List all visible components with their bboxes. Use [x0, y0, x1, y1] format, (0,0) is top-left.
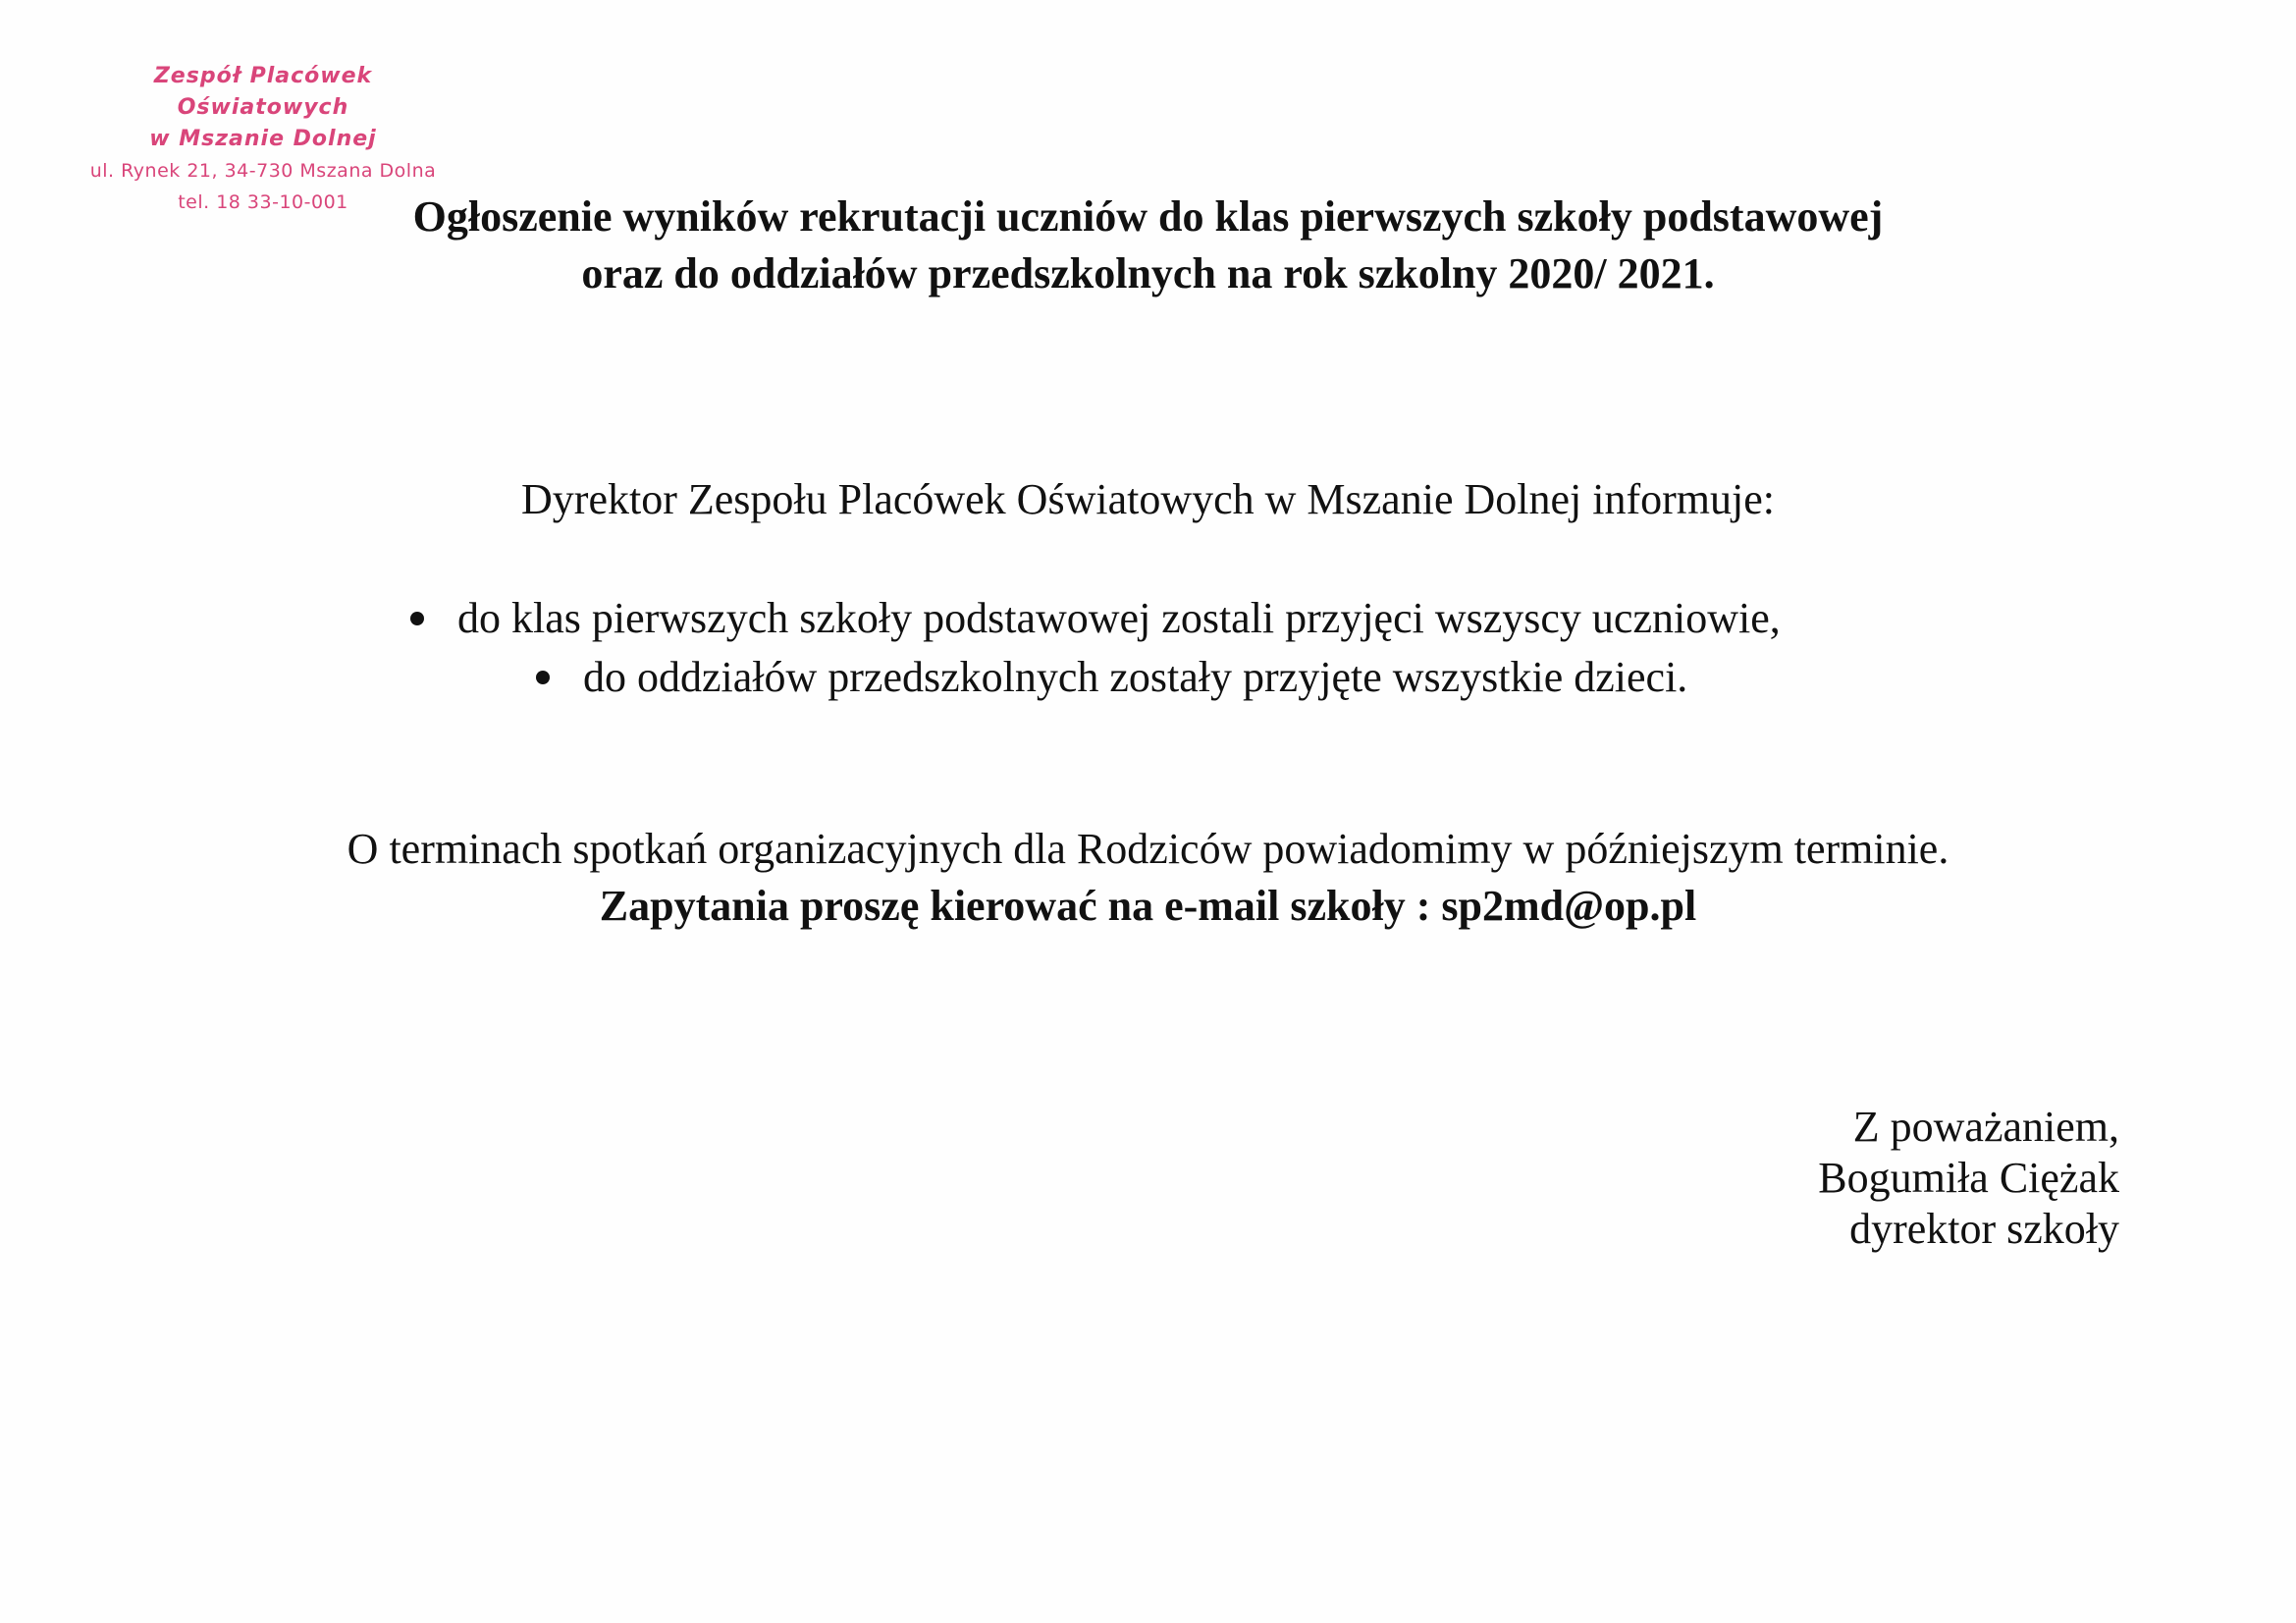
stamp-line-location: w Mszanie Dolnej — [149, 127, 377, 151]
intro-paragraph: Dyrektor Zespołu Placówek Oświatowych w Mszanie Dolnej informuje: — [521, 475, 1775, 523]
bullet-icon — [410, 612, 424, 625]
bullet-text: do oddziałów przedszkolnych zostały przyjęte wszystkie dzieci. — [583, 653, 1688, 701]
stamp-line-phone: tel. 18 33-10-001 — [178, 191, 348, 213]
signature-role: dyrektor szkoły — [1849, 1205, 2119, 1253]
signature-greeting: Z poważaniem, — [1852, 1103, 2119, 1151]
title-line-1: Ogłoszenie wyników rekrutacji uczniów do klas pierwszych szkoły podstawowej — [412, 192, 1884, 241]
announcement-title — [0, 189, 2296, 302]
signature-block — [1818, 1102, 2119, 1255]
title-line-2: oraz do oddziałów przedszkolnych na rok szkolny 2020/ 2021. — [581, 249, 1715, 298]
bullet-item-preschool — [536, 649, 1687, 706]
bullet-text: do klas pierwszych szkoły podstawowej zostali przyjęci wszyscy uczniowie, — [457, 594, 1781, 642]
stamp-line-address: ul. Rynek 21, 34-730 Mszana Dolna — [89, 160, 437, 182]
bullet-item-first-grade — [410, 590, 1781, 647]
meeting-note: O terminach spotkań organizacyjnych dla Rodziców powiadomimy w późniejszym terminie. — [347, 825, 1949, 873]
stamp-line-institution: Zespół Placówek Oświatowych — [153, 64, 373, 120]
contact-email-line: Zapytania proszę kierować na e-mail szkoły : sp2md@op.pl — [599, 882, 1697, 930]
bullet-icon — [536, 671, 550, 684]
signature-name: Bogumiła Ciężak — [1818, 1154, 2119, 1202]
